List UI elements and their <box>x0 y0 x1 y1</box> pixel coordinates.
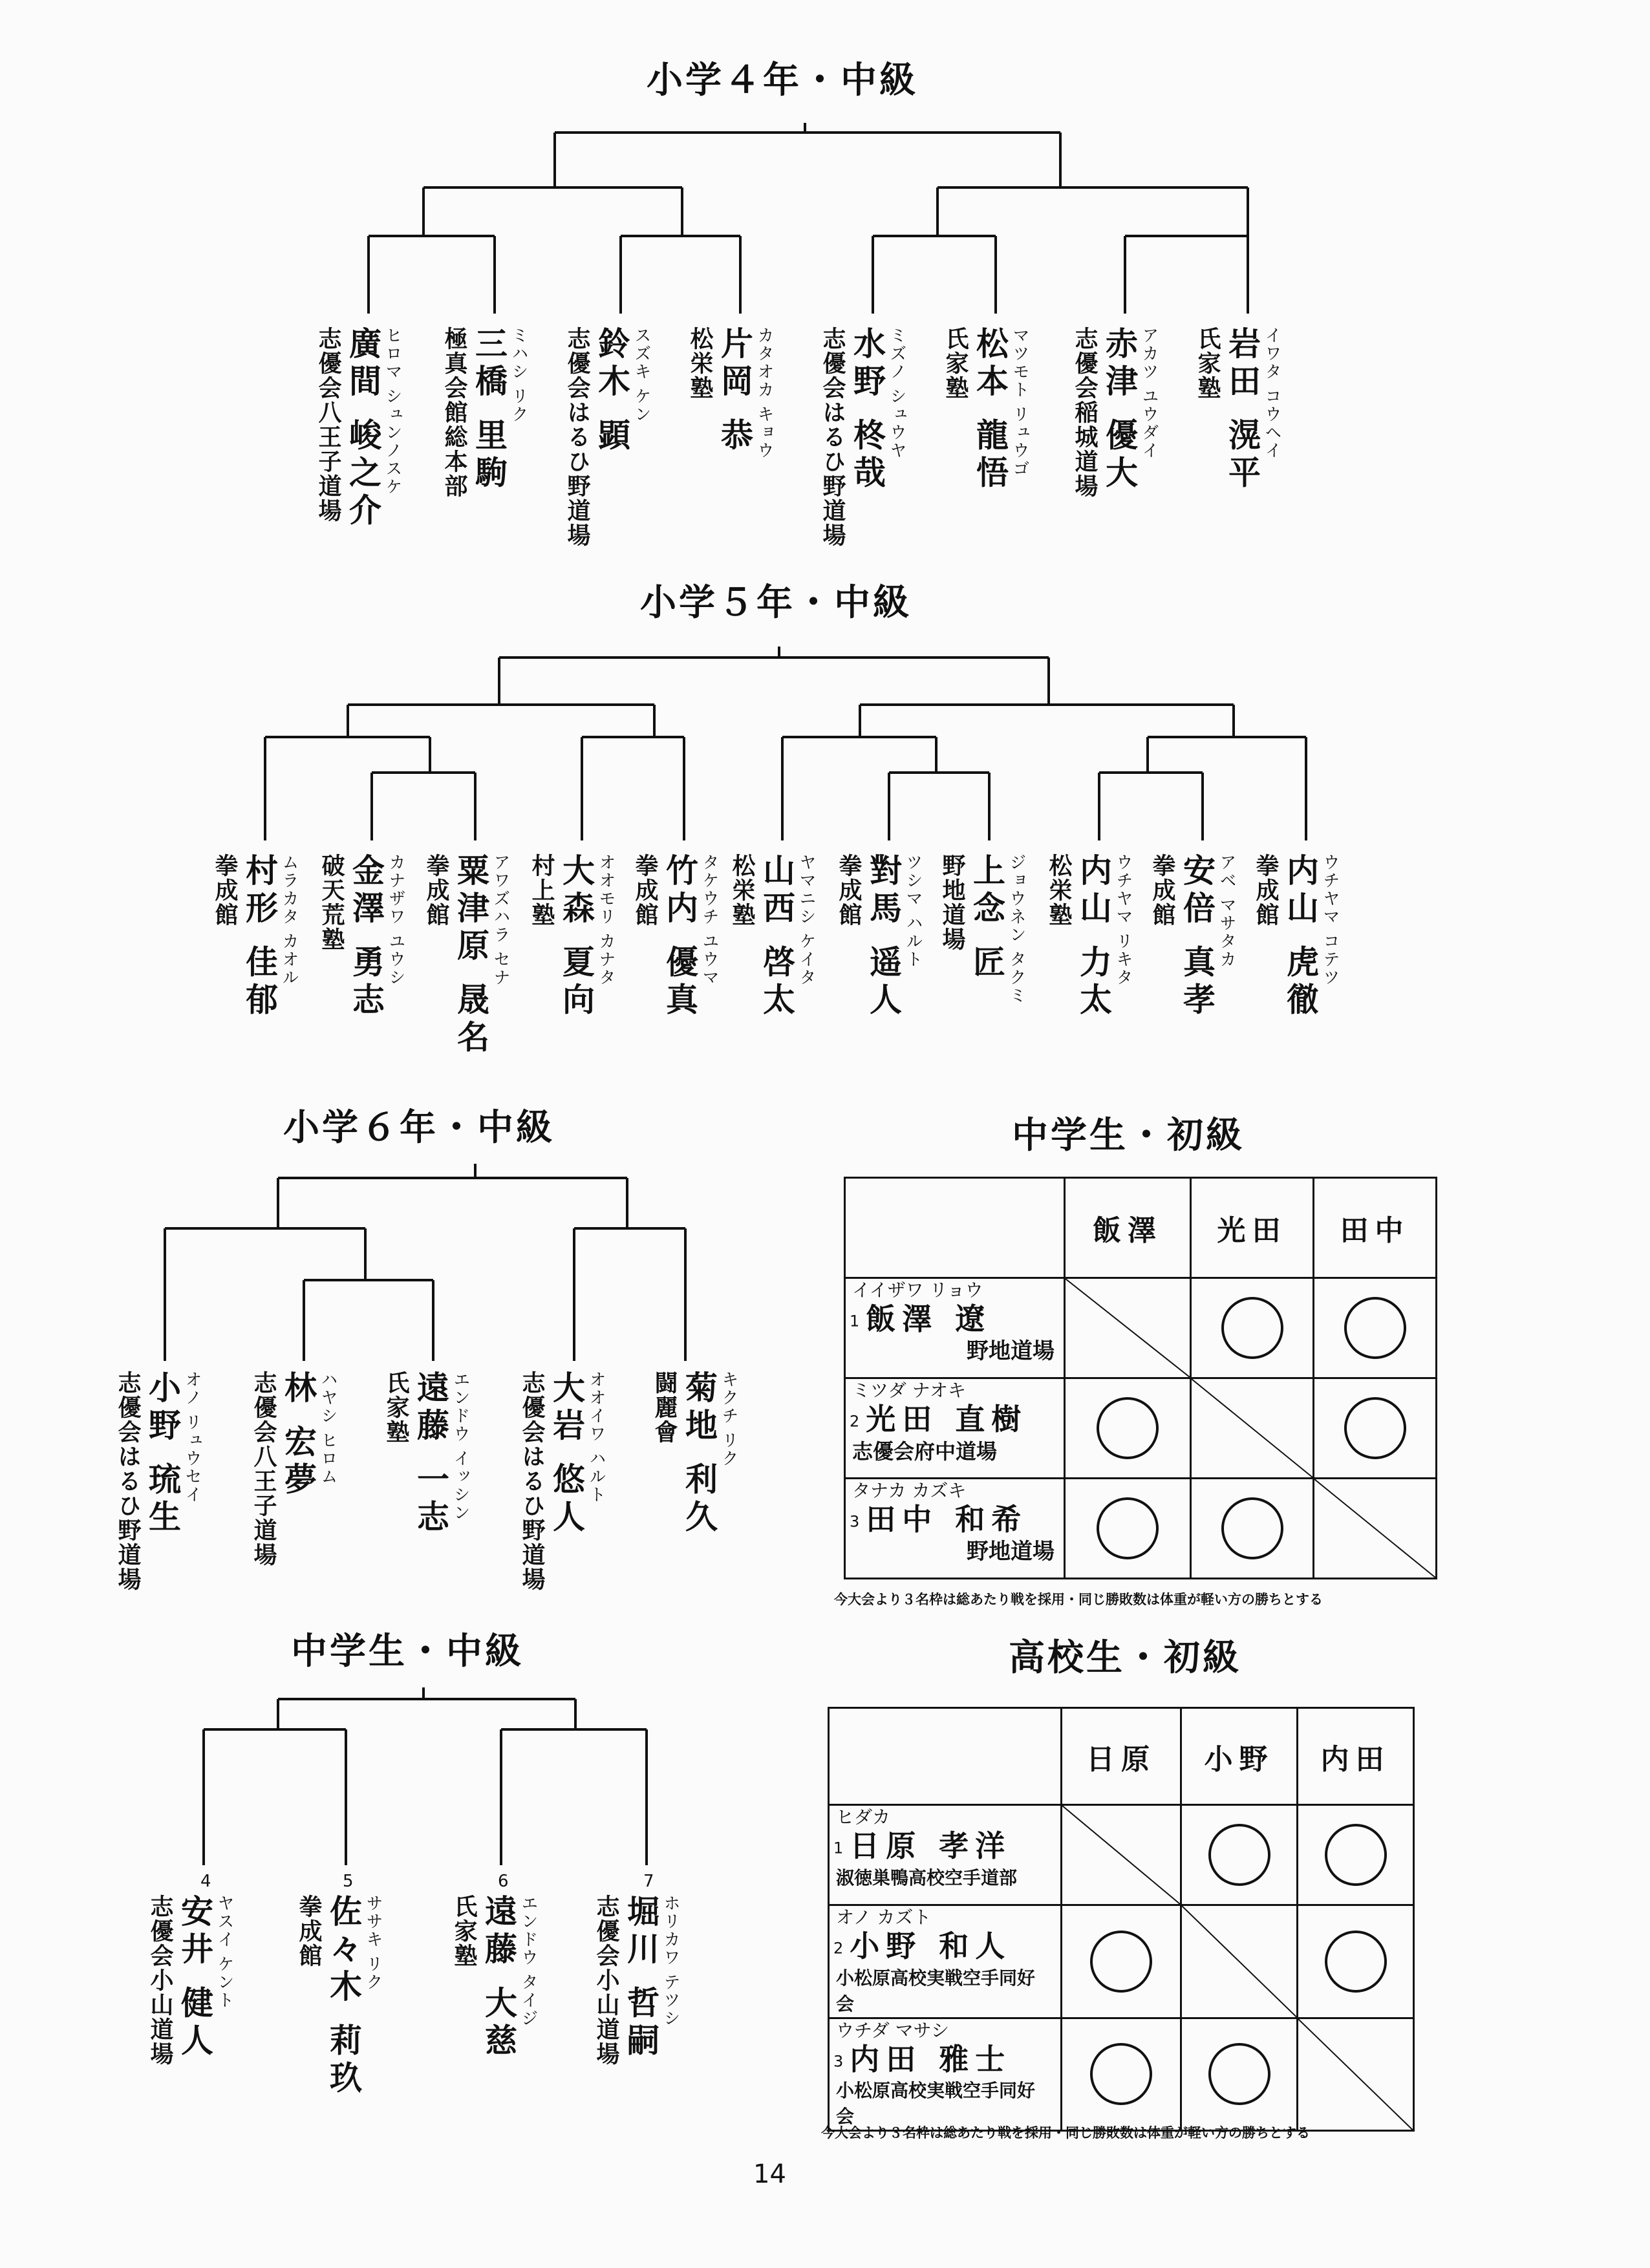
row-player-cell <box>845 1479 1065 1579</box>
player-name: 安井 健人 <box>176 1894 213 2061</box>
row-dojo: 志優会府中道場 <box>852 1439 998 1464</box>
player-name: 小野 和人 <box>850 1929 1012 1963</box>
seed-number: 7 <box>643 1872 654 1891</box>
player-dojo: 志優会はるひ野道場 <box>564 326 590 548</box>
player-furigana: エンドウ イッシン <box>451 1371 470 1523</box>
player-g4-2 <box>440 326 529 498</box>
corner-cell <box>829 1708 1062 1805</box>
bracket-g6 <box>165 1164 685 1361</box>
player-name: 村形 佳郁 <box>241 853 278 1020</box>
player-dojo: 志優会八王子道場 <box>250 1371 277 1567</box>
player-g4-4 <box>685 326 775 460</box>
row-dojo: 小松原高校実戦空手同好会 <box>836 1967 1036 2015</box>
player-furigana: ミハシ リク <box>509 326 528 424</box>
player-furigana: ウチヤマ コテツ <box>1320 853 1340 987</box>
player-dojo: 氏家塾 <box>942 326 969 400</box>
player-name: 金澤 勇志 <box>347 853 385 1020</box>
player-dojo: 志優会はるひ野道場 <box>114 1371 141 1592</box>
diagonal-line <box>1314 1479 1435 1578</box>
diagonal-line <box>1066 1279 1190 1377</box>
player-g4-8 <box>1193 326 1282 493</box>
win-circle <box>1208 2043 1270 2105</box>
title-g6: 小学６年・中級 <box>283 1107 555 1149</box>
player-furigana: ウチヤマ リキタ <box>1113 853 1133 987</box>
player-dojo: 拳成館 <box>632 853 658 927</box>
player-g5-7 <box>834 853 923 1020</box>
player-dojo: 松栄塾 <box>687 326 713 400</box>
player-furigana: ササキ リク <box>363 1894 383 1992</box>
bracket-jh-mid <box>204 1687 647 1865</box>
header-cell: 光田 <box>1191 1178 1314 1278</box>
player-furigana: マツモト リュウゴ <box>1010 326 1029 478</box>
player-name: 大森 夏向 <box>557 853 595 1020</box>
win-cell <box>1062 2018 1181 2131</box>
win-circle <box>1344 1397 1406 1459</box>
title-jh-mid: 中学生・中級 <box>291 1631 524 1673</box>
player-name: 鈴木 顕 <box>593 326 630 456</box>
header-cell: 内田 <box>1298 1708 1414 1805</box>
player-furigana: ムラカタ カオル <box>279 853 299 987</box>
seed-number: 3 <box>833 2052 850 2070</box>
player-furigana: ツシマ ハルト <box>903 853 923 969</box>
player-dojo: 極真会館総本部 <box>441 326 467 498</box>
player-name: 岩田 滉平 <box>1223 326 1261 493</box>
player-dojo: 志優会八王子道場 <box>315 326 341 523</box>
win-circle <box>1325 1824 1387 1886</box>
player-name: 片岡 恭 <box>716 326 753 456</box>
player-furigana: ジョウネン タクミ <box>1007 853 1026 1005</box>
title-jh-begin: 中学生・初級 <box>1012 1115 1245 1157</box>
player-name: 粟津原 晟名 <box>452 853 489 1058</box>
row-name <box>830 1929 1060 1965</box>
self-cell <box>1181 1905 1298 2018</box>
roundrobin-table-hs-begin <box>828 1707 1415 2132</box>
player-furigana: アカツ ユウダイ <box>1139 326 1159 460</box>
player-g5-4 <box>527 853 616 1020</box>
player-g4-3 <box>562 326 652 548</box>
player-g5-10 <box>1148 853 1237 1020</box>
win-circle <box>1221 1297 1283 1359</box>
player-name: 遠藤 大慈 <box>480 1894 517 2061</box>
player-name: 廣間 峻之介 <box>344 326 381 531</box>
self-cell <box>1065 1278 1191 1378</box>
win-circle <box>1097 1397 1159 1459</box>
self-cell <box>1191 1378 1314 1479</box>
row-name <box>830 2042 1060 2079</box>
rule-note: 今大会より３名枠は総あたり戦を採用・同じ勝敗数は体重が軽い方の勝ちとする <box>821 2125 1310 2141</box>
player-g5-1 <box>210 853 299 1020</box>
row-furigana: イイザワ リョウ <box>852 1279 983 1301</box>
row-player-cell <box>845 1278 1065 1378</box>
self-cell <box>1298 2018 1414 2131</box>
player-name: 内山 力太 <box>1075 853 1112 1020</box>
win-circle <box>1090 2043 1152 2105</box>
player-furigana: オオイワ ハルト <box>586 1371 606 1504</box>
player-name: 安倍 真孝 <box>1178 853 1216 1020</box>
player-dojo: 氏家塾 <box>383 1371 409 1444</box>
player-dojo: 志優会はるひ野道場 <box>819 326 846 548</box>
header-cell: 田中 <box>1314 1178 1437 1278</box>
player-name: 山西 啓太 <box>758 853 795 1020</box>
player-g6-4 <box>517 1371 606 1592</box>
row-dojo: 野地道場 <box>967 1338 1055 1364</box>
player-furigana: ミズノ シュウヤ <box>887 326 906 460</box>
row-dojo: 小松原高校実戦空手同好会 <box>836 2080 1036 2127</box>
player-furigana: タケウチ ユウマ <box>700 853 719 987</box>
player-g5-2 <box>317 853 406 1020</box>
header-cell: 日原 <box>1062 1708 1181 1805</box>
win-cell <box>1181 1805 1298 1905</box>
win-circle <box>1097 1497 1159 1559</box>
player-g4-7 <box>1070 326 1159 498</box>
player-jhmid-5 <box>294 1894 383 2098</box>
player-dojo: 村上塾 <box>528 853 555 927</box>
win-cell <box>1314 1278 1437 1378</box>
player-furigana: ハヤシ ヒロム <box>318 1371 338 1486</box>
seed-number: 1 <box>850 1312 866 1331</box>
row-name <box>846 1402 1064 1439</box>
player-name: 遠藤 一志 <box>412 1371 449 1537</box>
row-furigana: ヒダカ <box>836 1806 891 1828</box>
player-g5-6 <box>727 853 817 1020</box>
player-name: 内山 虎徹 <box>1281 853 1319 1020</box>
player-furigana: キクチ リク <box>719 1371 738 1468</box>
win-cell <box>1065 1479 1191 1579</box>
player-name: 日原 孝洋 <box>850 1828 1012 1863</box>
player-dojo: 氏家塾 <box>1194 326 1221 400</box>
row-player-cell <box>829 1905 1062 2018</box>
player-name: 堀川 哲嗣 <box>622 1894 659 2061</box>
title-hs-begin: 高校生・初級 <box>1009 1637 1241 1679</box>
win-cell <box>1191 1479 1314 1579</box>
win-circle <box>1208 1824 1270 1886</box>
player-dojo: 拳成館 <box>295 1894 322 1968</box>
player-name: 對馬 遥人 <box>864 853 902 1020</box>
player-furigana: アベ マサタカ <box>1217 853 1236 969</box>
player-dojo: 志優会小山道場 <box>593 1894 619 2066</box>
player-furigana: エンドウ タイジ <box>519 1894 538 2028</box>
player-dojo: 拳成館 <box>423 853 449 927</box>
win-circle <box>1221 1497 1283 1559</box>
player-g6-1 <box>113 1371 202 1592</box>
player-dojo: 拳成館 <box>1149 853 1175 927</box>
player-furigana: ヒロマ シュンノスケ <box>383 326 402 497</box>
row-player-cell <box>829 1805 1062 1905</box>
player-name: 竹内 優真 <box>661 853 698 1020</box>
player-g5-3 <box>422 853 511 1057</box>
win-cell <box>1181 2018 1298 2131</box>
win-cell <box>1298 1805 1414 1905</box>
bracket-g4 <box>369 123 1248 314</box>
player-furigana: オオモリ カナタ <box>596 853 616 987</box>
title-g5: 小学５年・中級 <box>640 582 912 624</box>
player-furigana: スズキ ケン <box>632 326 651 424</box>
seed-number: 4 <box>200 1872 211 1891</box>
page-number: 14 <box>753 2159 786 2189</box>
win-cell <box>1191 1278 1314 1378</box>
player-g5-11 <box>1251 853 1340 1020</box>
self-cell <box>1314 1479 1437 1579</box>
roundrobin-table-jh-begin <box>844 1177 1437 1579</box>
player-g4-1 <box>314 326 403 530</box>
player-dojo: 闘麗會 <box>651 1371 678 1444</box>
player-dojo: 拳成館 <box>211 853 238 927</box>
player-dojo: 拳成館 <box>1252 853 1279 927</box>
seed-number: 1 <box>833 1839 850 1857</box>
seed-number: 6 <box>498 1872 509 1891</box>
seed-number: 3 <box>850 1512 866 1531</box>
diagonal-line <box>1192 1379 1312 1477</box>
player-name: 光田 直樹 <box>866 1402 1028 1437</box>
player-name: 上念 匠 <box>968 853 1005 983</box>
player-furigana: ヤスイ ケント <box>215 1894 234 2010</box>
header-cell: 飯澤 <box>1065 1178 1191 1278</box>
player-name: 水野 柊哉 <box>848 326 886 493</box>
player-name: 大岩 悠人 <box>548 1371 585 1537</box>
seed-number: 5 <box>343 1872 354 1891</box>
player-name: 林 宏夢 <box>279 1371 317 1500</box>
row-furigana: タナカ カズキ <box>852 1480 967 1501</box>
player-name: 内田 雅士 <box>850 2041 1012 2077</box>
player-name: 佐々木 莉玖 <box>325 1894 362 2099</box>
player-dojo: 破天荒塾 <box>318 853 345 952</box>
player-furigana: カタオカ キョウ <box>755 326 774 460</box>
row-name <box>846 1302 1064 1338</box>
win-cell <box>1062 1905 1181 2018</box>
win-circle <box>1325 1931 1387 1993</box>
row-dojo: 淑徳巣鴨高校空手道部 <box>836 1867 1018 1888</box>
player-name: 三橋 里駒 <box>470 326 508 493</box>
player-jhmid-6 <box>449 1894 539 2060</box>
corner-cell <box>845 1178 1065 1278</box>
row-furigana: オノ カズト <box>836 1907 932 1928</box>
player-g6-5 <box>650 1371 739 1537</box>
player-dojo: 野地道場 <box>939 853 965 952</box>
player-name: 松本 龍悟 <box>971 326 1009 493</box>
player-dojo: 松栄塾 <box>729 853 755 927</box>
row-name <box>830 1829 1060 1865</box>
player-dojo: 志優会はるひ野道場 <box>519 1371 545 1592</box>
player-g5-5 <box>630 853 720 1020</box>
bracket-g5 <box>265 647 1306 840</box>
player-g4-6 <box>941 326 1030 493</box>
player-furigana: カナザワ ユウシ <box>386 853 405 987</box>
self-cell <box>1062 1805 1181 1905</box>
win-cell <box>1314 1378 1437 1479</box>
player-furigana: イワタ コウヘイ <box>1262 326 1281 460</box>
diagonal-line <box>1062 1806 1180 1904</box>
diagonal-line <box>1182 1906 1296 2017</box>
player-furigana: オノ リュウセイ <box>182 1371 202 1504</box>
header-cell: 小野 <box>1181 1708 1298 1805</box>
seed-number: 2 <box>833 1939 850 1958</box>
seed-number: 2 <box>850 1412 866 1431</box>
player-name: 田中 和希 <box>866 1502 1028 1537</box>
row-player-cell <box>829 2018 1062 2131</box>
player-furigana: ヤマニシ ケイタ <box>797 853 816 987</box>
player-jhmid-7 <box>592 1894 681 2066</box>
win-cell <box>1065 1378 1191 1479</box>
player-furigana: アワズハラ セナ <box>491 853 510 987</box>
player-dojo: 志優会稲城道場 <box>1071 326 1098 498</box>
player-dojo: 松栄塾 <box>1045 853 1072 927</box>
player-g6-3 <box>381 1371 471 1537</box>
win-cell <box>1298 1905 1414 2018</box>
player-jhmid-4 <box>145 1894 235 2066</box>
row-player-cell <box>845 1378 1065 1479</box>
player-g5-8 <box>938 853 1027 1005</box>
player-name: 飯澤 遼 <box>866 1301 992 1336</box>
row-furigana: ウチダ マサシ <box>836 2019 949 2041</box>
win-circle <box>1344 1297 1406 1359</box>
rule-note: 今大会より３名枠は総あたり戦を採用・同じ勝敗数は体重が軽い方の勝ちとする <box>834 1592 1323 1607</box>
row-furigana: ミツダ ナオキ <box>852 1380 967 1401</box>
row-name <box>846 1503 1064 1539</box>
player-name: 赤津 優大 <box>1100 326 1138 493</box>
player-dojo: 拳成館 <box>835 853 862 927</box>
win-circle <box>1090 1931 1152 1993</box>
player-g5-9 <box>1044 853 1133 1020</box>
diagonal-line <box>1298 2019 1413 2130</box>
player-g6-2 <box>249 1371 338 1567</box>
player-name: 小野 琉生 <box>144 1371 181 1537</box>
player-g4-5 <box>818 326 907 548</box>
title-g4: 小学４年・中級 <box>647 59 918 102</box>
row-dojo: 野地道場 <box>967 1538 1055 1565</box>
player-dojo: 氏家塾 <box>451 1894 477 1968</box>
player-dojo: 志優会小山道場 <box>147 1894 173 2066</box>
player-furigana: ホリカワ テツシ <box>661 1894 680 2028</box>
player-name: 菊地 利久 <box>680 1371 718 1537</box>
